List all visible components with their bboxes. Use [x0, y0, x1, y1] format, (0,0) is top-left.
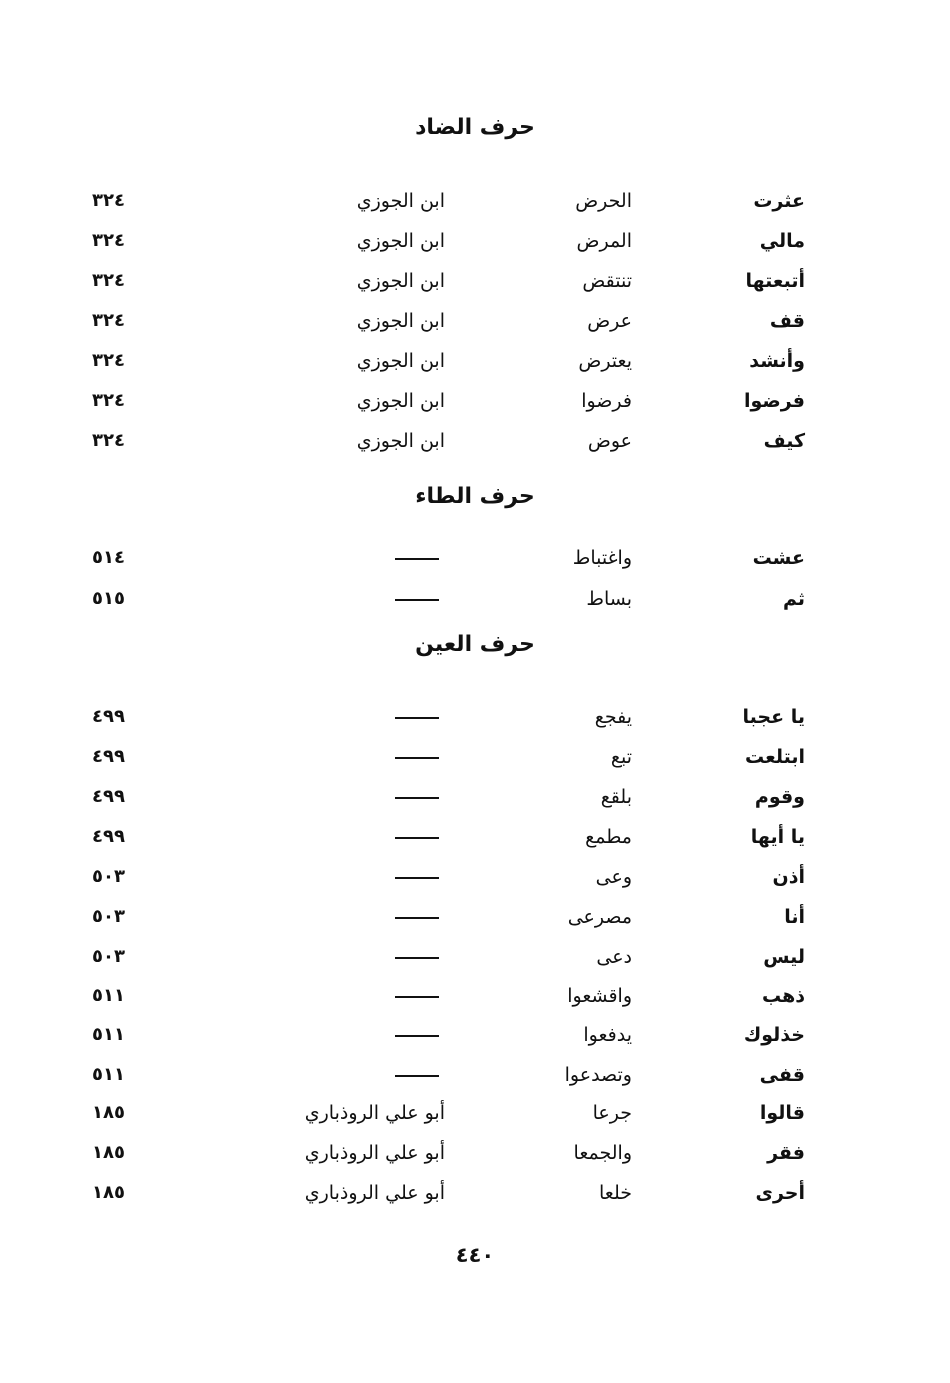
page-number: ٤٤٠: [455, 1243, 495, 1267]
unattributed-dash: [395, 1075, 439, 1077]
table-row: [0, 1020, 950, 1050]
unattributed-dash: [395, 957, 439, 959]
unattributed-dash: [395, 1035, 439, 1037]
rhyme-word: مطمع: [585, 826, 632, 848]
opening-word: ابتلعت: [745, 746, 805, 768]
opening-word: وقوم: [754, 786, 805, 808]
rhyme-word: خلعا: [599, 1182, 632, 1204]
opening-word: عثرت: [753, 190, 805, 212]
poet-name: أبو علي الروذباري: [304, 1102, 445, 1124]
opening-word: قفى: [759, 1064, 805, 1086]
table-row: [0, 584, 950, 614]
rhyme-word: الحرض: [575, 190, 632, 212]
rhyme-word: يفجع: [594, 706, 632, 728]
rhyme-word: يعترض: [578, 350, 632, 372]
table-row: [0, 346, 950, 376]
unattributed-dash: [395, 837, 439, 839]
rhyme-word: بساط: [586, 588, 632, 610]
poet-name: [300, 782, 445, 812]
opening-word: يا عجبا: [742, 706, 805, 728]
rhyme-word: وعى: [595, 866, 632, 888]
page-ref: ٣٢٤: [92, 230, 125, 251]
opening-word: ذهب: [761, 985, 805, 1007]
table-row: [0, 266, 950, 296]
table-row: [0, 1098, 950, 1128]
poet-name: ابن الجوزي: [356, 270, 445, 292]
unattributed-dash: [395, 996, 439, 998]
poet-name: [300, 942, 445, 972]
table-row: [0, 942, 950, 972]
table-row: [0, 1178, 950, 1208]
table-row: [0, 862, 950, 892]
rhyme-word: المرض: [576, 230, 632, 252]
poet-name: ابن الجوزي: [356, 190, 445, 212]
page-ref: ١٨٥: [92, 1102, 125, 1123]
page-ref: ٥١١: [92, 985, 125, 1006]
unattributed-dash: [395, 717, 439, 719]
table-row: [0, 186, 950, 216]
table-row: [0, 1138, 950, 1168]
table-row: [0, 543, 950, 573]
opening-word: ليس: [763, 946, 805, 968]
poet-name: [300, 742, 445, 772]
poet-name: ابن الجوزي: [356, 310, 445, 332]
poet-name: [300, 862, 445, 892]
unattributed-dash: [395, 599, 439, 601]
table-row: [0, 386, 950, 416]
rhyme-word: عرض: [587, 310, 632, 332]
unattributed-dash: [395, 757, 439, 759]
table-row: [0, 426, 950, 456]
opening-word: أنا: [784, 906, 805, 928]
section-title-dad: حرف الضاد: [415, 115, 535, 140]
table-row: [0, 902, 950, 932]
page-ref: ٥٠٣: [92, 946, 125, 967]
opening-word: مالي: [759, 230, 805, 252]
opening-word: خذلوك: [743, 1024, 805, 1046]
rhyme-word: دعى: [596, 946, 632, 968]
unattributed-dash: [395, 558, 439, 560]
poet-name: [300, 702, 445, 732]
page-ref: ٥١٤: [92, 547, 125, 568]
poet-name: ابن الجوزي: [356, 230, 445, 252]
page-ref: ٥٠٣: [92, 866, 125, 887]
page-ref: ٤٩٩: [92, 786, 125, 807]
poet-name: [300, 981, 445, 1011]
page-ref: ٤٩٩: [92, 706, 125, 727]
rhyme-word: وتصدعوا: [564, 1064, 632, 1086]
page-ref: ٤٩٩: [92, 826, 125, 847]
table-row: [0, 822, 950, 852]
page-ref: ٣٢٤: [92, 430, 125, 451]
poet-name: ابن الجوزي: [356, 430, 445, 452]
table-row: [0, 226, 950, 256]
poet-name: أبو علي الروذباري: [304, 1142, 445, 1164]
unattributed-dash: [395, 877, 439, 879]
opening-word: أحرى: [755, 1182, 805, 1204]
section-title-ayn: حرف العين: [415, 632, 535, 657]
opening-word: عشت: [752, 547, 805, 569]
opening-word: أتبعتها: [745, 270, 805, 292]
rhyme-word: تنتقض: [582, 270, 632, 292]
page-ref: ٥١١: [92, 1024, 125, 1045]
rhyme-word: واغتباط: [572, 547, 632, 569]
table-row: [0, 782, 950, 812]
opening-word: قف: [769, 310, 805, 332]
poet-name: [300, 543, 445, 573]
page-ref: ٣٢٤: [92, 310, 125, 331]
opening-word: كيف: [763, 430, 805, 452]
table-row: [0, 981, 950, 1011]
rhyme-word: فرضوا: [581, 390, 632, 412]
rhyme-word: يدفعوا: [583, 1024, 632, 1046]
poet-name: ابن الجوزي: [356, 390, 445, 412]
rhyme-word: تبع: [610, 746, 632, 768]
opening-word: فرضوا: [743, 390, 805, 412]
rhyme-word: بلقع: [600, 786, 632, 808]
rhyme-word: عوض: [587, 430, 632, 452]
opening-word: أذن: [772, 866, 805, 888]
rhyme-word: واقشعوا: [567, 985, 632, 1007]
poet-name: ابن الجوزي: [356, 350, 445, 372]
table-row: [0, 306, 950, 336]
page-ref: ١٨٥: [92, 1182, 125, 1203]
poet-name: [300, 584, 445, 614]
poet-name: [300, 902, 445, 932]
table-row: [0, 702, 950, 732]
opening-word: وأنشد: [749, 350, 805, 372]
poet-name: [300, 822, 445, 852]
section-title-ta: حرف الطاء: [415, 484, 535, 509]
page-ref: ٥٠٣: [92, 906, 125, 927]
page-ref: ٥١٥: [92, 588, 125, 609]
poet-name: أبو علي الروذباري: [304, 1182, 445, 1204]
opening-word: يا أيها: [750, 826, 805, 848]
page-ref: ٥١١: [92, 1064, 125, 1085]
rhyme-word: مصرعى: [567, 906, 632, 928]
page-ref: ٤٩٩: [92, 746, 125, 767]
opening-word: فقر: [767, 1142, 805, 1164]
unattributed-dash: [395, 797, 439, 799]
page-ref: ٣٢٤: [92, 190, 125, 211]
rhyme-word: جرعا: [592, 1102, 632, 1124]
page-ref: ١٨٥: [92, 1142, 125, 1163]
poet-name: [300, 1060, 445, 1090]
page-ref: ٣٢٤: [92, 270, 125, 291]
table-row: [0, 1060, 950, 1090]
unattributed-dash: [395, 917, 439, 919]
opening-word: ثم: [782, 588, 805, 610]
rhyme-word: والجمعا: [573, 1142, 632, 1164]
page-ref: ٣٢٤: [92, 390, 125, 411]
page-ref: ٣٢٤: [92, 350, 125, 371]
opening-word: قالوا: [759, 1102, 805, 1124]
table-row: [0, 742, 950, 772]
poet-name: [300, 1020, 445, 1050]
